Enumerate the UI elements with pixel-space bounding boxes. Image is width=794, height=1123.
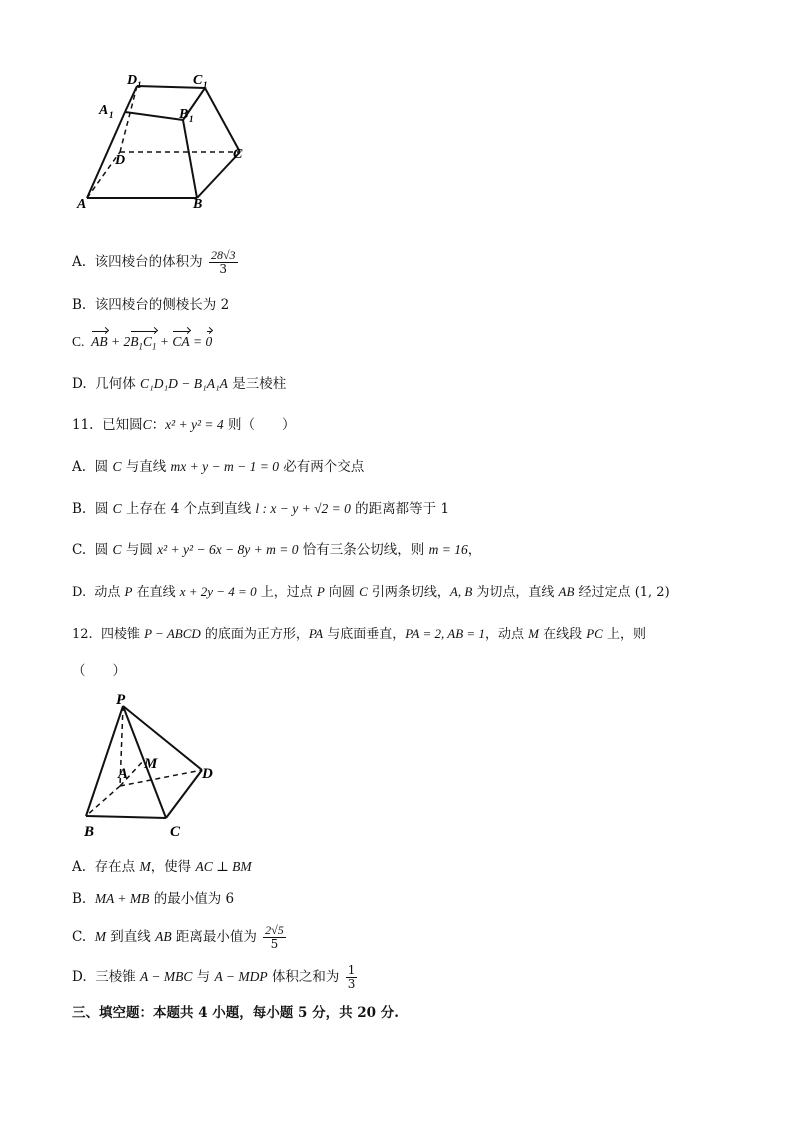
label-D1: D	[127, 73, 138, 88]
label-A1: A	[99, 103, 109, 118]
label-P: P	[116, 692, 126, 708]
q12-answer-paren: （ ）	[72, 663, 126, 679]
q12-option-a: A. 存在点 M，使得 AC ⊥ BM	[72, 859, 252, 875]
label-D: D	[202, 766, 213, 782]
label-A1-sub: 1	[109, 110, 114, 120]
q11-option-b: B. 圆 C 上存在 4 个点到直线 l : x − y + √2 = 0 的距离都等于 1	[72, 501, 450, 517]
label-B: B	[193, 197, 203, 210]
fraction: $\frac{1}{3}$	[347, 963, 356, 991]
section-heading: 三、填空题：本题共 4 小題，每小题 5 分，共 20 分.	[72, 1005, 399, 1021]
fraction: $\frac{2√5}{5}$	[265, 923, 284, 951]
q10-option-b: B. 该四棱台的侧棱长为 2	[72, 297, 230, 313]
label-A: A	[77, 197, 87, 210]
label-B1: B	[179, 107, 189, 122]
label-C1: C	[193, 73, 203, 88]
q12-option-b: B. MA + MB 的最小值为 6	[72, 891, 235, 907]
q11-option-c: C. 圆 C 与圆 x² + y² − 6x − 8y + m = 0 恰有三条公切线，则 m = 16，	[72, 542, 482, 558]
label-B1-sub: 1	[189, 114, 194, 124]
fraction: $\frac{28√3}{3}$	[210, 248, 236, 276]
q12-stem: 12. 四棱锥 P − ABCD 的底面为正方形，PA 与底面垂直，PA = 2, AB = 1，动点 M 在线段 PC 上，则	[72, 626, 646, 642]
pyramid-figure	[78, 688, 228, 844]
q10-option-c: C. AB + $2B_1C_1$ + CA = 0	[72, 333, 212, 356]
label-M: M	[144, 756, 158, 772]
q11-option-a: A. 圆 C 与直线 mx + y − m − 1 = 0 必有两个交点	[72, 459, 365, 475]
q11-stem: 11. 已知圆C：x² + y² = 4 则（ ）	[72, 417, 296, 433]
label-C: C	[170, 824, 181, 840]
label-D1-sub: 1	[137, 80, 142, 90]
q11-option-d: D. 动点 P 在直线 x + 2y − 4 = 0 上，过点 P 向圆 C 引两条切线，A, B 为切点，直线 AB 经过定点 (1, 2)	[72, 584, 670, 600]
q12-option-d: D. 三棱锥 A − MBC 与 A − MDP 体积之和为 $\frac{1}{3}$	[72, 963, 356, 991]
q10-option-d: D. 几何体 C₁D₁D − B₁A₁A 是三棱柱	[72, 376, 287, 392]
label-D: D	[115, 153, 126, 168]
label-A: A	[118, 766, 129, 782]
label-B: B	[84, 824, 95, 840]
q12-option-c: C. M 到直线 AB 距离最小值为 $\frac{2√5}{5}$	[72, 923, 284, 951]
frustum-figure	[75, 68, 255, 210]
q10-option-a: A. 该四棱台的体积为 $\frac{28√3}{3}$	[72, 248, 236, 276]
label-C: C	[233, 147, 243, 162]
label-C1-sub: 1	[203, 80, 208, 90]
